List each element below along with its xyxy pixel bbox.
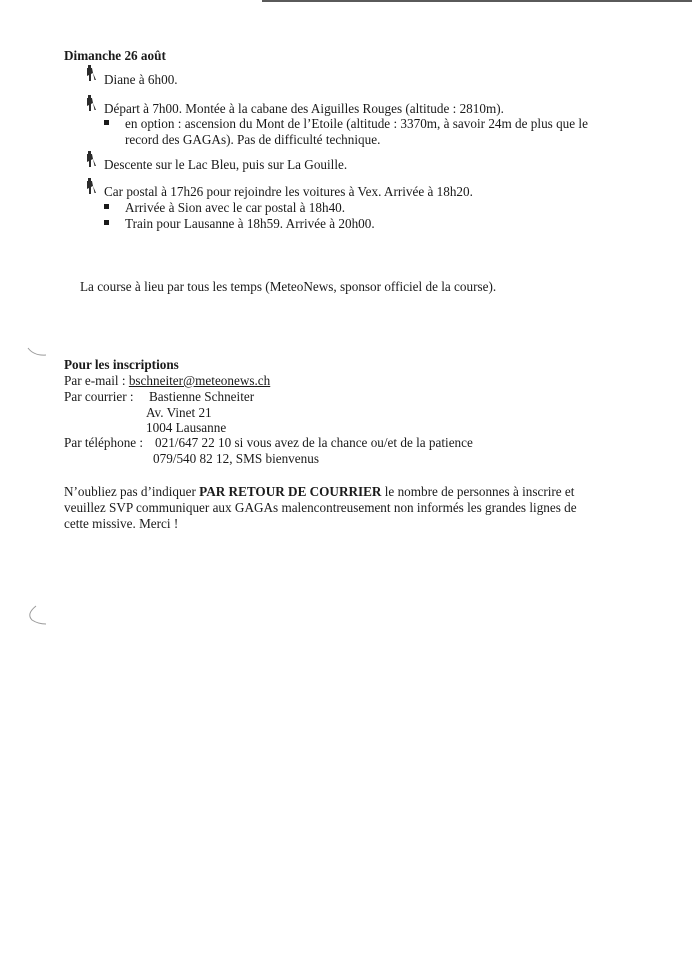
scan-mark bbox=[22, 604, 48, 626]
hiker-icon bbox=[83, 64, 97, 82]
address-line: Av. Vinet 21 bbox=[146, 405, 212, 420]
option-line: record des GAGAs). Pas de difficulté technique. bbox=[125, 132, 381, 147]
closing-line: veuillez SVP communiquer aux GAGAs malencontreusement non informés les grandes lignes de bbox=[64, 500, 577, 515]
inscriptions-heading: Pour les inscriptions bbox=[64, 357, 179, 372]
sub-item: Arrivée à Sion avec le car postal à 18h40. bbox=[125, 200, 346, 215]
email-line bbox=[64, 372, 270, 389]
closing-line: N’oubliez pas d’indiquer PAR RETOUR DE COURRIER le nombre de personnes à inscrire et bbox=[64, 484, 575, 499]
phone-label: Par téléphone : bbox=[64, 435, 144, 450]
day-heading: Dimanche 26 août bbox=[64, 48, 166, 63]
schedule-item: Car postal à 17h26 pour rejoindre les voitures à Vex. Arrivée à 18h20. bbox=[104, 184, 473, 199]
schedule-item: Départ à 7h00. Montée à la cabane des Aiguilles Rouges (altitude : 2810m). bbox=[104, 101, 504, 116]
bullet bbox=[104, 204, 109, 209]
email-link[interactable]: bschneiter@meteonews.ch bbox=[128, 373, 271, 388]
sub-item: Train pour Lausanne à 18h59. Arrivée à 20h00. bbox=[125, 216, 375, 231]
bullet bbox=[104, 120, 109, 125]
weather-note: La course à lieu par tous les temps (MeteoNews, sponsor officiel de la course). bbox=[80, 279, 497, 294]
address-line: Bastienne Schneiter bbox=[149, 389, 255, 404]
mail-label: Par courrier : bbox=[64, 389, 134, 404]
email-label: Par e-mail : bbox=[64, 373, 129, 388]
hiker-icon bbox=[83, 177, 97, 195]
scan-top-edge bbox=[262, 0, 692, 2]
bullet bbox=[104, 220, 109, 225]
phone-line: 021/647 22 10 si vous avez de la chance ou/et de la patience bbox=[155, 435, 473, 450]
closing-line: cette missive. Merci ! bbox=[64, 516, 179, 531]
phone-line: 079/540 82 12, SMS bienvenus bbox=[153, 451, 319, 466]
scan-mark bbox=[26, 346, 48, 360]
option-line: en option : ascension du Mont de l’Etoile (altitude : 3370m, à savoir 24m de plus que le bbox=[125, 116, 588, 131]
hiker-icon bbox=[83, 94, 97, 112]
hiker-icon bbox=[83, 150, 97, 168]
schedule-item: Diane à 6h00. bbox=[104, 72, 178, 87]
address-line: 1004 Lausanne bbox=[146, 420, 227, 435]
schedule-item: Descente sur le Lac Bleu, puis sur La Gouille. bbox=[104, 157, 348, 172]
